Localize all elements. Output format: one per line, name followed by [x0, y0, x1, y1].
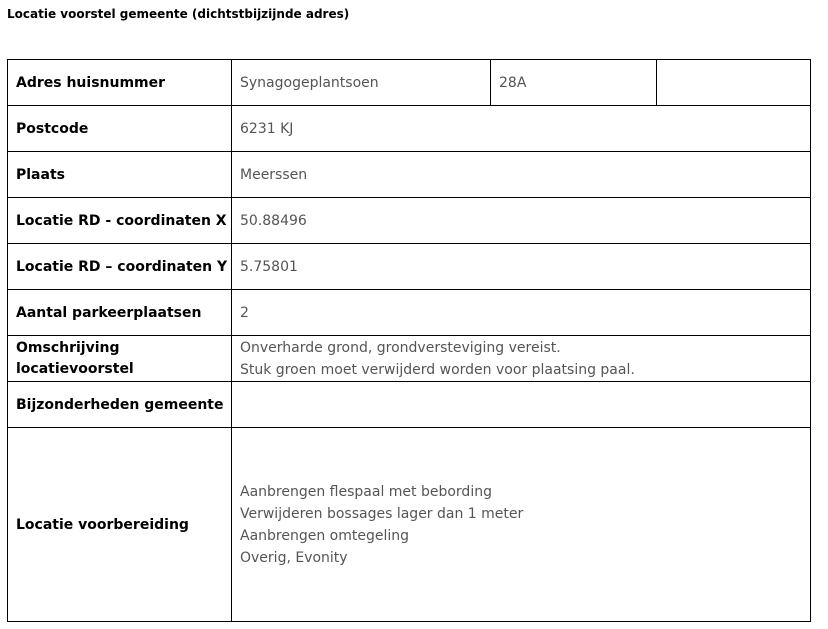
omschrijving-label-line: locatievoorstel: [16, 360, 134, 377]
omschrijving-value: [232, 336, 811, 382]
plaats-label: Plaats: [8, 152, 232, 198]
row-address: [8, 60, 811, 106]
plaats-value: Meerssen: [232, 152, 811, 198]
parkeerplaatsen-value: 2: [232, 290, 811, 336]
row-coord-y: [8, 244, 811, 290]
row-coord-x: [8, 198, 811, 244]
bijzonderheden-label: Bijzonderheden gemeente: [8, 382, 232, 428]
address-number: 28A: [491, 60, 657, 106]
voorbereiding-line: Aanbrengen omtegeling: [240, 527, 410, 544]
omschrijving-label: [8, 336, 232, 382]
omschrijving-label-line: Omschrijving: [16, 339, 120, 356]
document-title: Locatie voorstel gemeente (dichtstbijzijnde adres): [7, 7, 350, 21]
address-street: Synagogeplantsoen: [232, 60, 491, 106]
coord-y-label: Locatie RD – coordinaten Y: [8, 244, 232, 290]
row-voorbereiding: [8, 428, 811, 622]
omschrijving-line: Onverharde grond, grondversteviging vereist.: [240, 339, 561, 356]
postcode-label: Postcode: [8, 106, 232, 152]
postcode-value: 6231 KJ: [232, 106, 811, 152]
address-label: Adres huisnummer: [8, 60, 232, 106]
voorbereiding-line: Overig, Evonity: [240, 549, 348, 566]
voorbereiding-line: Aanbrengen flespaal met bebording: [240, 483, 492, 500]
row-plaats: [8, 152, 811, 198]
row-bijzonderheden: [8, 382, 811, 428]
voorbereiding-value: [232, 428, 811, 622]
coord-x-value: 50.88496: [232, 198, 811, 244]
coord-x-label: Locatie RD - coordinaten X: [8, 198, 232, 244]
row-postcode: [8, 106, 811, 152]
voorbereiding-line: Verwijderen bossages lager dan 1 meter: [240, 505, 524, 522]
row-parkeerplaatsen: [8, 290, 811, 336]
row-omschrijving: [8, 336, 811, 382]
address-extra: [657, 60, 811, 106]
coord-y-value: 5.75801: [232, 244, 811, 290]
bijzonderheden-value: [232, 382, 811, 428]
parkeerplaatsen-label: Aantal parkeerplaatsen: [8, 290, 232, 336]
omschrijving-line: Stuk groen moet verwijderd worden voor plaatsing paal.: [240, 361, 635, 378]
location-proposal-table: [7, 59, 811, 622]
voorbereiding-label: Locatie voorbereiding: [8, 428, 232, 622]
